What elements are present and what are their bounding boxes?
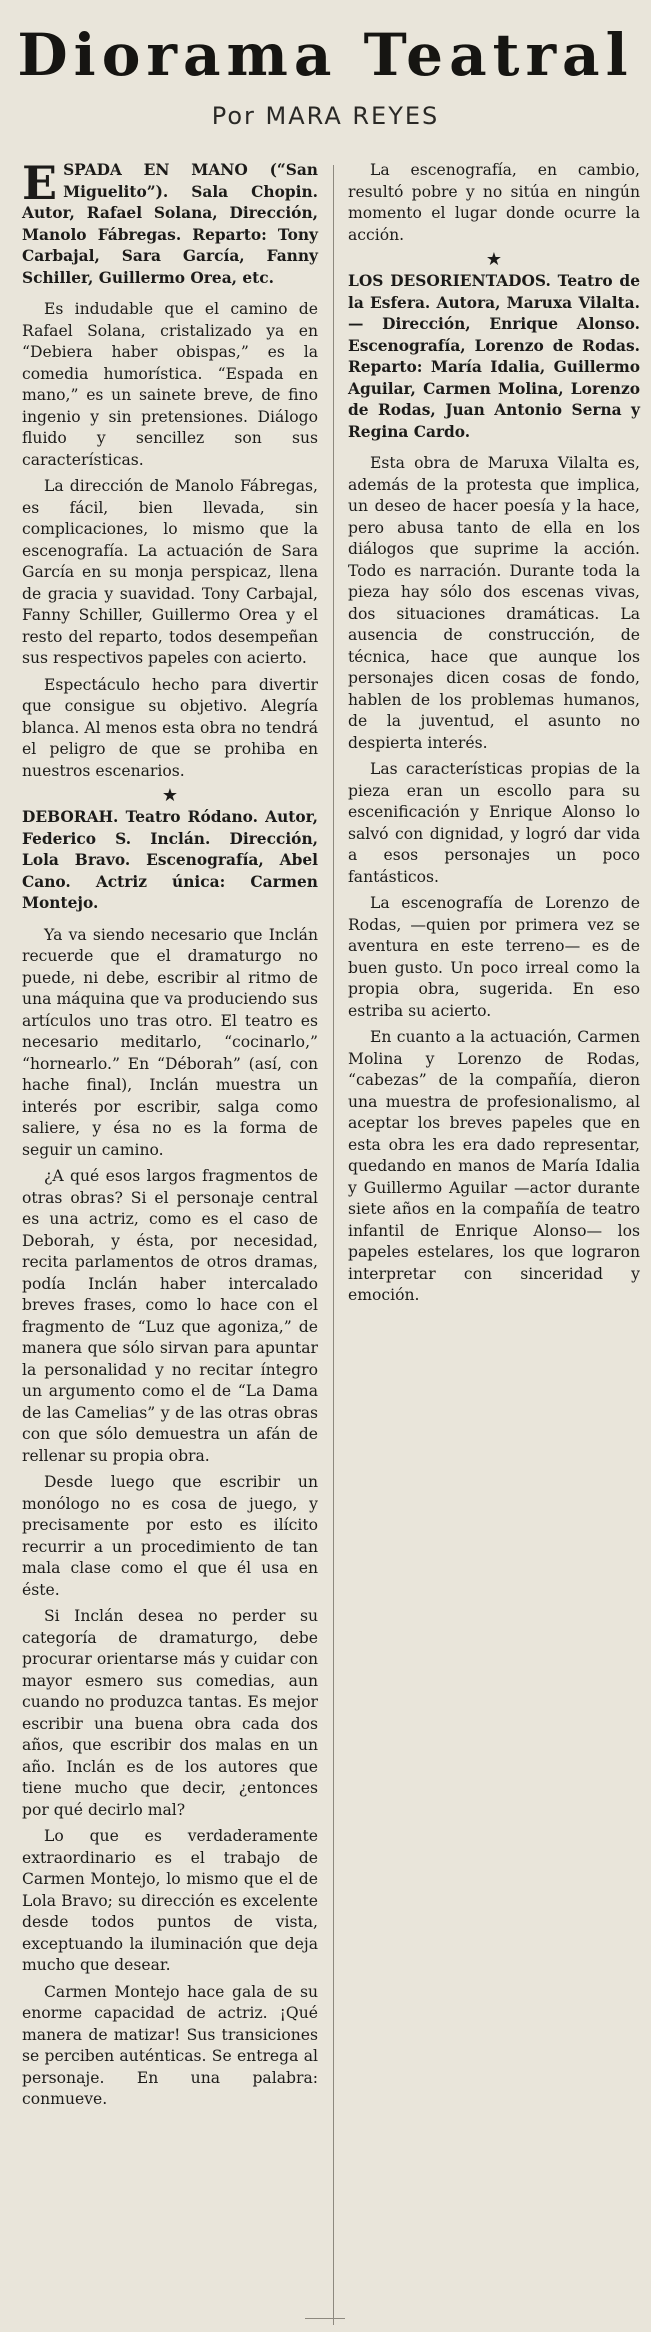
paragraph: Si Inclán desea no perder su categoría de dramaturgo, debe procurar orientarse más y cuidar con mayor esmero sus comedias, aun cuando no produzca tantas. Es mejor escribir una buena obra cada dos años, que escribir dos malas en un año. Inclán es de los autores que tiene mucho que decir, ¿entonces por qué decirlo mal?: [22, 1607, 318, 1819]
column-title: Diorama Teatral: [17, 21, 634, 89]
paragraph: Es indudable que el camino de Rafael Solana, cristalizado ya en “Debiera haber obispas,” es la comedia humorística. “Espada en mano,” es un sainete breve, de fino ingenio y sin pretensiones. Diálogo fluido y sencillez son sus características.: [22, 300, 318, 469]
end-rule: [305, 2318, 345, 2319]
star-separator-icon: ★: [485, 249, 503, 270]
masthead: [0, 0, 651, 160]
column-divider: [333, 165, 334, 2325]
review-heading-espada-en-mano: ESPADA EN MANO (“San Miguelito”). Sala Chopin. Autor, Rafael Solana, Dirección, Manolo Fábregas. Reparto: Tony Carbajal, Sara García, Fanny Schiller, Guillermo Orea, etc.: [22, 156, 318, 287]
review-heading-deborah: DEBORAH. Teatro Ródano. Autor, Federico S. Inclán. Dirección, Lola Bravo. Escenografía, Abel Cano. Actriz única: Carmen Montejo.: [22, 808, 318, 912]
star-separator-icon: ★: [161, 785, 179, 806]
paragraph: La escenografía, en cambio, resultó pobre y no sitúa en ningún momento el lugar donde ocurre la acción.: [348, 161, 640, 244]
paragraph: Esta obra de Maruxa Vilalta es, además de la protesta que implica, un deseo de hacer poesía y la hace, pero abusa tanto de ella en los diálogos que suprime la acción. Todo es narración. Durante toda la pieza hay sólo dos escenas vivas, dos situaciones dramáticas. La ausencia de construcción, de técnica, hace que aunque los personajes dicen cosas de fondo, hablen de los problemas humanos, de la juventud, el asunto no despierta interés.: [348, 454, 640, 752]
paragraph: En cuanto a la actuación, Carmen Molina y Lorenzo de Rodas, “cabezas” de la compañía, dieron una muestra de profesionalismo, al aceptar los breves papeles que en esta obra les era dado representar, quedando en manos de María Idalia y Guillermo Aguilar —actor durante siete años en la compañía de teatro infantil de Enrique Alonso— los papeles estelares, los que lograron interpretar con sinceridad y emoción.: [348, 1028, 640, 1304]
paragraph: ¿A qué esos largos fragmentos de otras obras? Si el personaje central es una actriz, como es el caso de Deborah, y ésta, por necesidad, recita parlamentos de otros dramas, podía Inclán haber intercalado breves frases, como lo hace con el fragmento de “Luz que agoniza,” de manera que sólo sirvan para apuntar la personalidad y no recitar íntegro un argumento como el de “La Dama de las Camelias” y de las otras obras con que sólo demuestra un afán de rellenar su propia obra.: [22, 1167, 318, 1465]
paragraph: La escenografía de Lorenzo de Rodas, —quien por primera vez se aventura en este terreno— es de buen gusto. Un poco irreal como la propia obra, sugerida. En eso estriba su acierto.: [348, 894, 640, 1020]
paragraph: Espectáculo hecho para divertir que consigue su objetivo. Alegría blanca. Al menos esta obra no tendrá el peligro de que se prohiba en nuestros escenarios.: [22, 675, 318, 780]
paragraph: Ya va siendo necesario que Inclán recuerde que el dramaturgo no puede, ni debe, escribir al ritmo de una máquina que va produciendo sus artículos uno tras otro. El teatro es necesario meditarlo, “cocinarlo,” “hornearlo.” En “Déborah” (así, con hache final), Inclán muestra un interés por escribir, salga como saliere, y ésa no es la forma de seguir un camino.: [22, 925, 318, 1159]
paragraph: Desde luego que escribir un monólogo no es cosa de juego, y precisamente por esto es ilícito recurrir a un procedimiento de tan mala clase como el que él usa en éste.: [22, 1473, 318, 1599]
right-column: [348, 160, 640, 1312]
paragraph: Carmen Montejo hace gala de su enorme capacidad de actriz. ¡Qué manera de matizar! Sus transiciones se perciben auténticas. Se entrega al personaje. En una palabra: conmueve.: [22, 1982, 318, 2108]
paragraph: Lo que es verdaderamente extraordinario es el trabajo de Carmen Montejo, lo mismo que el de Lola Bravo; su dirección es excelente desde todos puntos de vista, exceptuando la iluminación que deja mucho que desear.: [22, 1827, 318, 1974]
paragraph: Las características propias de la pieza eran un escollo para su escenificación y Enrique Alonso lo salvó con dignidad, y logró dar vida a esos personajes un poco fantásticos.: [348, 760, 640, 886]
left-column: [22, 156, 318, 2116]
byline: Por MARA REYES: [211, 102, 440, 130]
review-heading-los-desorientados: LOS DESORIENTADOS. Teatro de la Esfera. Autora, Maruxa Vilalta. — Dirección, Enrique Alonso. Escenografía, Lorenzo de Rodas. Reparto: María Idalia, Guillermo Aguilar, Carmen Molina, Lorenzo de Rodas, Juan Antonio Serna y Regina Cardo.: [348, 272, 640, 441]
paragraph: La dirección de Manolo Fábregas, es fácil, bien llevada, sin complicaciones, lo mismo que la escenografía. La actuación de Sara García en su monja perspicaz, llena de gracia y suavidad. Tony Carbajal, Fanny Schiller, Guillermo Orea y el resto del reparto, todos desempeñan sus respectivos papeles con acierto.: [22, 477, 318, 667]
